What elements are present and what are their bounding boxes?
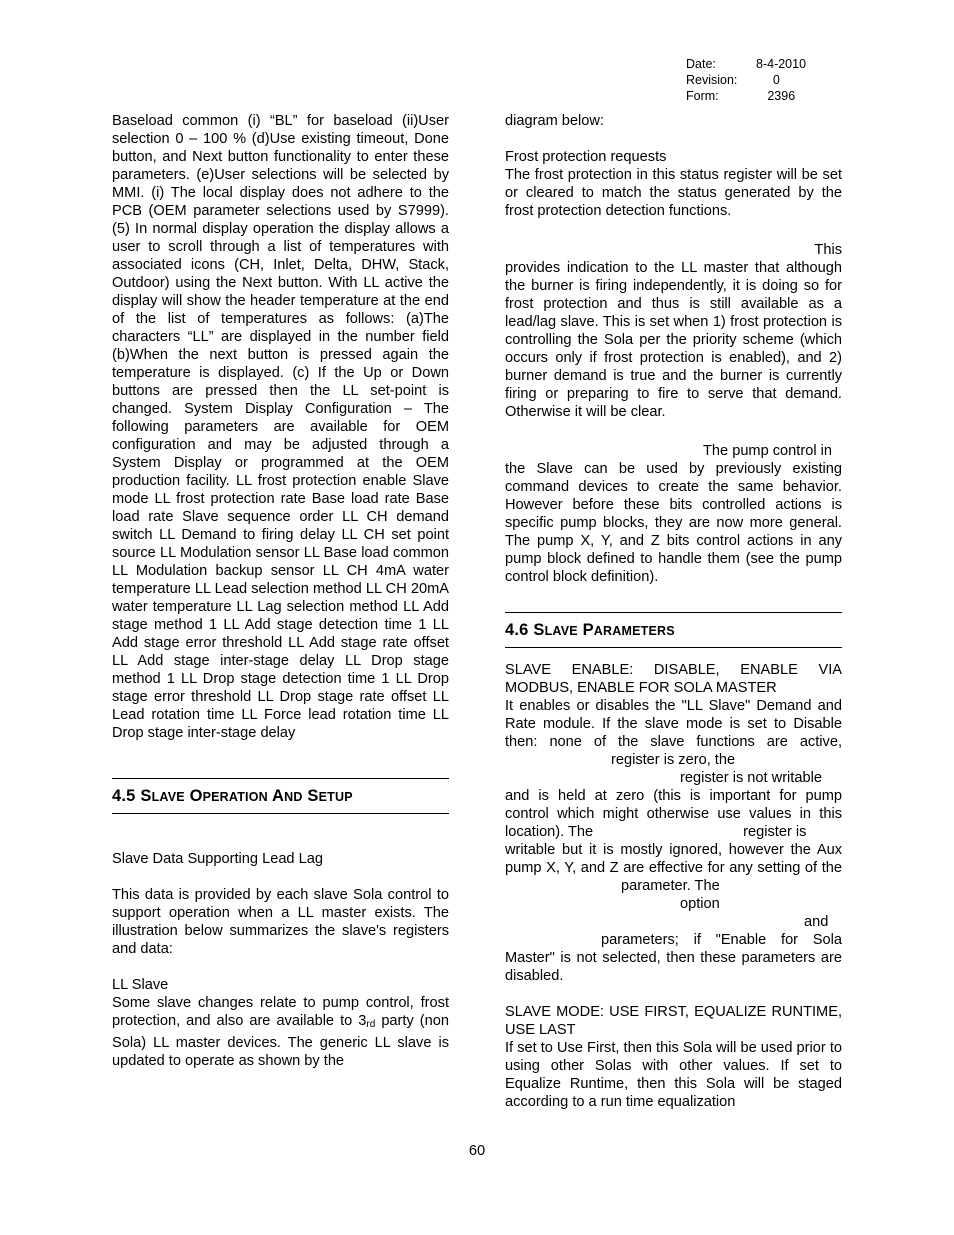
date-value: 8-4-2010 [756,57,807,71]
slave-data-paragraph: This data is provided by each slave Sola control to support operation when a LL master exists. The illustration below summarizes the slave's registers and data: [112,887,449,957]
slave-enable-heading: SLAVE ENABLE: DISABLE, ENABLE VIA MODBUS, ENABLE FOR SOLA MASTER [505,662,842,696]
date-row [686,56,826,72]
ordinal-suffix: rd [366,1019,376,1030]
form-value: 2396 [767,89,796,103]
date-label: Date: [686,57,716,71]
section-title: SLAVE PARAMETERS [533,621,675,639]
revision-row [686,72,826,88]
frost-heading: Frost protection requests [505,149,667,165]
section-heading-4-5 [112,778,449,814]
slave-enable-text-1: It enables or disables the "LL Slave" Demand and Rate module. If the slave mode is set to Disable then: none of the slave functions are active,register is zero, the [505,698,842,768]
left-column [112,112,449,1070]
revision-value: 0 [772,73,780,87]
ll-slave-heading: LL Slave [112,977,169,993]
right-column [505,112,842,1111]
section-heading-4-6 [505,612,842,648]
slave-enable-text-2: register is not writable [680,770,822,786]
section-number: 4.5 [112,787,136,805]
pump-paragraph: the Slave can be used by previously existing command devices to create the same behavior. However before these bits controlled actions is specific pump blocks, they are now more general. The pump X, Y, and Z bits control actions in any pump block defined to handle them (see the pump control block definition). [505,461,842,585]
frost-slave-paragraph: provides indication to the LL master that although the burner is firing independently, it is doing so for frost protection and thus is still available as a lead/lag slave. This is set when 1) frost protection is controlling the Sola per the priority scheme (which occurs only if frost protection is enabled), and 2) burner demand is true and the burner is currently firing or preparing to fire to serve that demand. Otherwise it will be clear. [505,260,842,420]
diagram-continuation: diagram below: [505,113,604,129]
section-number: 4.6 [505,621,529,639]
document-header [686,56,826,104]
ll-slave-paragraph: Some slave changes relate to pump control, frost protection, and also are available to $3_{rd}$ party (non Sola) LL master devices. The generic LL slave is updated to operate as shown by the [112,995,449,1069]
this-word: This [814,242,842,258]
baseload-paragraph: Baseload common (i) “BL” for baseload (ii)User selection 0 – 100 % (d)Use existing timeout, Done button, and Next button functionality to enter these parameters. (e)User selections will be selected by MMI. (i) The local display does not adhere to the PCB (OEM parameter selections used by S7999). (5) In normal display operation the display allows a user to scroll through a list of temperatures with associated icons (CH, Inlet, Delta, DHW, Stack, Outdoor) using the Next button. With LL active the display will show the header temperature at the end of the list of temperatures as follows: (a)The characters “LL” are displayed in the number field (b)When the next button is pressed again the temperature is displayed. (c) If the Up or Down buttons are pressed then the LL set-point is changed. System Display Configuration – The following parameters are available for OEM configuration and may be adjusted through a System Display or programmed at the OEM production facility. LL frost protection enable Slave mode LL frost protection rate Base load rate Base load rate Slave sequence order LL CH demand switch LL Demand to firing delay LL CH set point source LL Modulation sensor LL Base load common LL Modulation backup sensor LL CH 4mA water temperature LL Lead selection method LL CH 20mA water temperature LL Lag selection method LL Add stage method 1 LL Add stage detection time 1 LL Add stage error threshold LL Add stage rate offset LL Add stage inter-stage delay LL Drop stage method 1 LL Drop stage detection time 1 LL Drop stage error threshold LL Drop stage rate offset LL Lead rotation time LL Force lead rotation time LL Drop stage inter-stage delay [112,113,449,741]
pump-lead: The pump control in [703,443,832,459]
slave-enable-text-5: optionand [680,896,829,930]
section-title: SLAVE OPERATION AND SETUP [140,787,353,805]
page-number: 60 [468,1143,486,1159]
slave-mode-heading: SLAVE MODE: USE FIRST, EQUALIZE RUNTIME, USE LAST [505,1004,842,1038]
form-label: Form: [686,89,719,103]
slave-mode-text: If set to Use First, then this Sola will be used prior to using other Solas with other values. If set to Equalize Runtime, then this Sola will be staged according to a run time equalization [505,1040,842,1110]
slave-enable-text-3: and is held at zero (this is important for pump control which might otherwise use values in this location). The register is [505,788,842,840]
revision-label: Revision: [686,73,738,87]
frost-paragraph: The frost protection in this status register will be set or cleared to match the status generated by the frost protection detection functions. [505,167,842,219]
slave-data-heading: Slave Data Supporting Lead Lag [112,851,323,867]
slave-enable-text-4: writable but it is mostly ignored, however the Aux pump X, Y, and Z are effective for any setting of theparameter. The [505,842,842,894]
form-row [686,88,826,104]
slave-enable-text-6: parameters; if "Enable for Sola Master" is not selected, then these parameters are disabled. [505,932,842,984]
